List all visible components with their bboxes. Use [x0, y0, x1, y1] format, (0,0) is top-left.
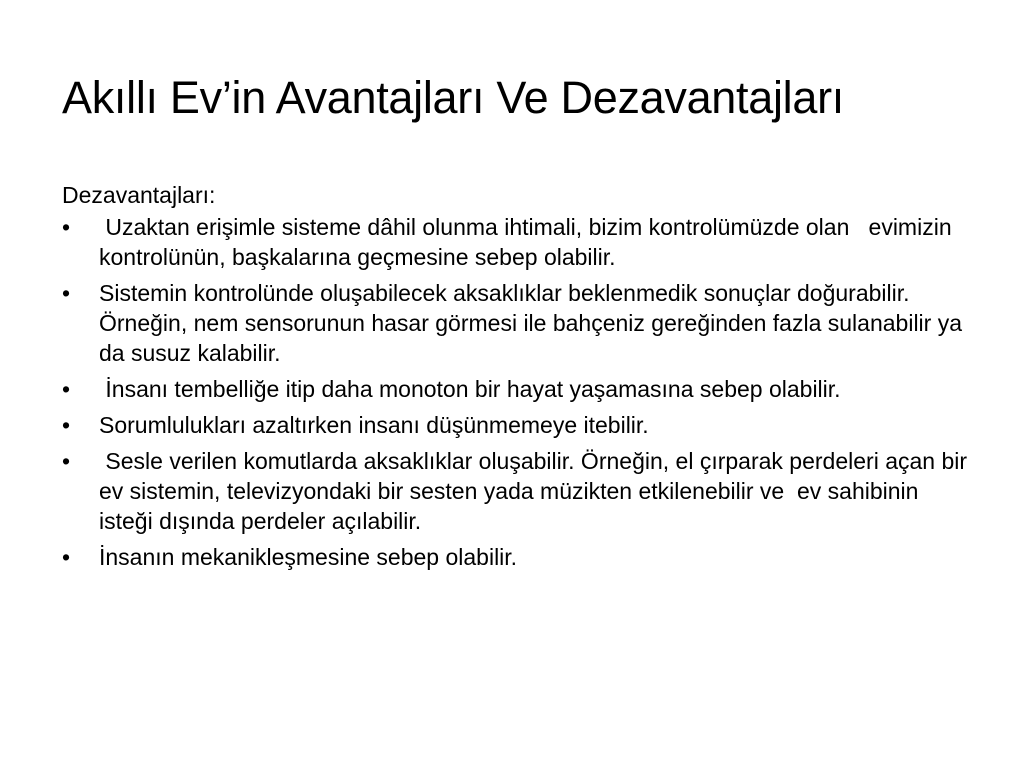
- bullet-text: Sorumlulukları azaltırken insanı düşünmemeye itebilir.: [99, 412, 649, 438]
- list-item: [62, 374, 972, 404]
- list-item: [62, 278, 972, 368]
- section-heading: Dezavantajları:: [62, 182, 216, 208]
- list-item: [62, 410, 972, 440]
- bullet-text: İnsanın mekanikleşmesine sebep olabilir.: [99, 544, 518, 570]
- list-item: [62, 542, 972, 572]
- bullet-icon: •: [62, 280, 71, 306]
- bullet-icon: •: [62, 214, 71, 240]
- bullet-icon: •: [62, 376, 71, 402]
- bullet-text: İnsanı tembelliğe itip daha monoton bir hayat yaşamasına sebep olabilir.: [99, 376, 841, 402]
- bullet-icon: •: [62, 448, 71, 474]
- slide-title: Akıllı Ev’in Avantajları Ve Dezavantajları: [62, 72, 844, 123]
- bullet-icon: •: [62, 544, 71, 570]
- list-item: [62, 446, 972, 536]
- bullet-icon: •: [62, 412, 71, 438]
- bullet-text: Sesle verilen komutlarda aksaklıklar oluşabilir. Örneğin, el çırparak perdeleri açan bir ev sistemin, televizyondaki bir sesten yada müzikten etkilenebilir ve ev sahibinin isteği dışında perdeler açılabilir.: [99, 448, 974, 534]
- bullet-text: Sistemin kontrolünde oluşabilecek aksaklıklar beklenmedik sonuçlar doğurabilir. Örneğin, nem sensorunun hasar görmesi ile bahçeniz gereğinden fazla sulanabilir ya da susuz kalabilir.: [99, 280, 969, 366]
- bullet-text: Uzaktan erişimle sisteme dâhil olunma ihtimali, bizim kontrolümüzde olan evimizin kontrolünün, başkalarına geçmesine sebep olabilir.: [99, 214, 958, 270]
- bullet-list: [62, 212, 972, 572]
- slide-content: [62, 180, 972, 578]
- list-item: [62, 212, 972, 272]
